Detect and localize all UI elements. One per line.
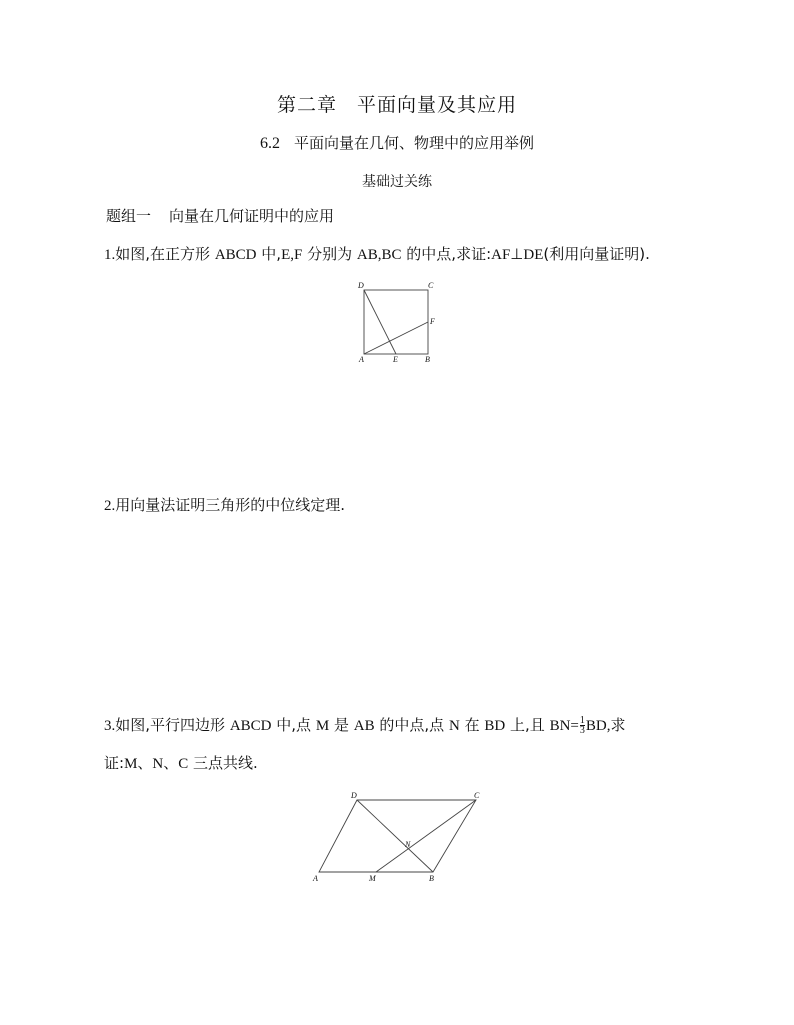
math-text: AB,BC [356,247,402,263]
question-text: 证: [104,754,125,772]
question-number: 3. [104,718,116,734]
label-e: E [393,355,398,364]
question-text: 是 [333,716,349,734]
question-text: (利用向量证明). [543,245,650,263]
question-text: 分别为 [307,245,353,263]
section-heading [0,132,794,153]
fraction-denominator: 3 [579,725,585,736]
question-text: 的中点,点 [379,716,445,734]
question-text: 三点共线. [193,754,258,772]
math-text: BD, [585,718,611,734]
math-text: BD [484,718,506,734]
square-outline [364,290,428,354]
label-n: N [405,840,411,849]
question-text: 用向量法证明三角形的中位线定理. [115,496,346,514]
parallelogram-outline [319,800,476,872]
group-label: 题组一 [106,207,152,225]
question-text: 中,点 [276,716,312,734]
fraction-numerator: 1 [579,715,585,726]
label-a: A [313,874,318,883]
parallelogram-figure [306,790,496,885]
question-number: 2. [104,498,116,514]
segment-de [364,290,396,354]
question-text: 求 [610,716,626,734]
math-text: M [315,718,330,734]
math-text: M、N、C [124,756,189,772]
label-d: D [351,791,357,800]
question-text: 中, [261,245,282,263]
label-a: A [359,355,364,364]
practice-title: 基础过关练 [362,174,432,190]
chapter-title: 第二章 平面向量及其应用 [276,94,517,116]
question-3-line-1 [104,714,625,735]
math-text: E,F [281,247,303,263]
math-text: N [448,718,460,734]
label-f: F [430,317,435,326]
question-3-line-2 [104,752,258,773]
question-text: 在 [464,716,480,734]
fraction-one-third [580,716,585,735]
section-title: 平面向量在几何、物理中的应用举例 [293,134,534,152]
question-text: 上,且 [510,716,545,734]
question-number: 1. [104,247,116,263]
label-d: D [358,281,364,290]
section-number: 6.2 [259,135,280,152]
question-text: 的中点,求证: [406,245,492,263]
math-text: AB [353,718,375,734]
question-text: 如图,平行四边形 [115,716,226,734]
group-title: 向量在几何证明中的应用 [169,207,335,225]
question-2 [104,494,345,515]
math-text: ABCD [214,247,257,263]
segment-af [364,322,428,354]
label-c: C [428,281,434,290]
math-text: AF⊥DE [491,247,544,263]
question-group-heading [106,205,334,226]
segment-mc [376,800,476,872]
question-1 [104,243,650,264]
label-c: C [474,791,480,800]
math-text: ABCD [229,718,272,734]
question-text: 如图,在正方形 [115,245,211,263]
label-b: B [429,874,434,883]
math-text: BN= [549,718,579,734]
square-figure [352,278,442,368]
label-m: M [369,874,376,883]
diagonal-db [357,800,433,872]
label-b: B [425,355,430,364]
